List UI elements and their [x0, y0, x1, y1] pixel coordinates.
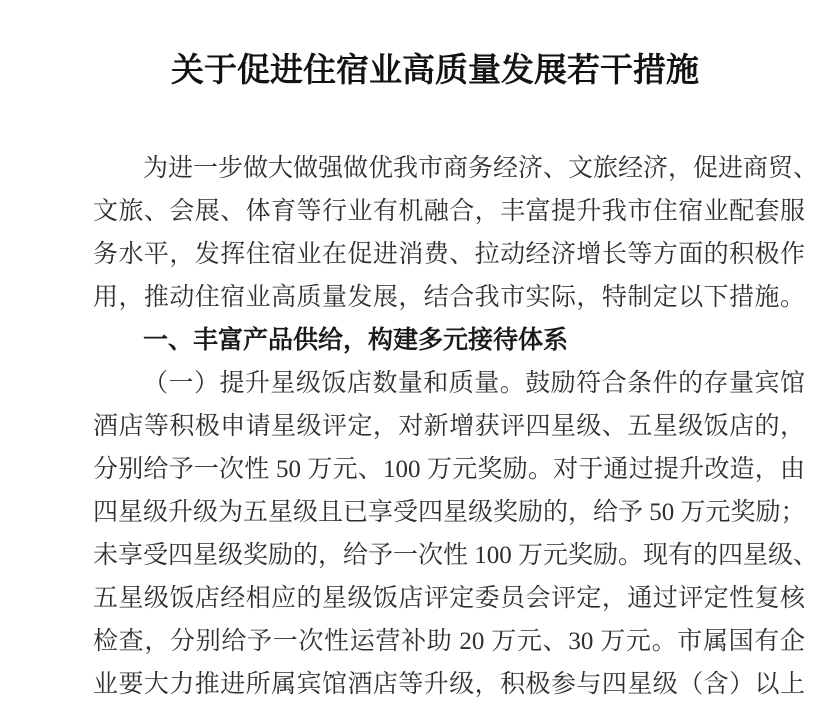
section-1-item-1-line-7: 检查，分别给予一次性运营补助 20 万元、30 万元。市属国有企 [93, 628, 805, 655]
section-1-item-1-line-2: 酒店等积极申请星级评定，对新增获评四星级、五星级饭店的， [93, 413, 805, 440]
intro-line-2: 文旅、会展、体育等行业有机融合，丰富提升我市住宿业配套服 [93, 198, 805, 225]
section-1-item-1-line-3: 分别给予一次性 50 万元、100 万元奖励。对于通过提升改造，由 [93, 456, 805, 483]
intro-line-3: 务水平，发挥住宿业在促进消费、拉动经济增长等方面的积极作 [93, 241, 805, 268]
section-1-item-1-line-6: 五星级饭店经相应的星级饭店评定委员会评定，通过评定性复核 [93, 585, 805, 612]
section-1-heading: 一、丰富产品供给，构建多元接待体系 [143, 326, 569, 354]
intro-line-1: 为进一步做大做强做优我市商务经济、文旅经济，促进商贸、 [143, 155, 819, 182]
section-1-item-1-line-8: 业要大力推进所属宾馆酒店等升级，积极参与四星级（含）以上 [93, 671, 805, 698]
section-1-item-1-line-5: 未享受四星级奖励的，给予一次性 100 万元奖励。现有的四星级、 [93, 542, 819, 569]
section-1-item-1-line-4: 四星级升级为五星级且已享受四星级奖励的，给予 50 万元奖励； [93, 499, 806, 526]
section-1-item-1-line-1: （一）提升星级饭店数量和质量。鼓励符合条件的存量宾馆 [143, 370, 805, 397]
intro-line-4: 用，推动住宿业高质量发展，结合我市实际，特制定以下措施。 [93, 284, 805, 311]
document-title: 关于促进住宿业高质量发展若干措施 [171, 53, 699, 89]
document-body [93, 147, 819, 704]
